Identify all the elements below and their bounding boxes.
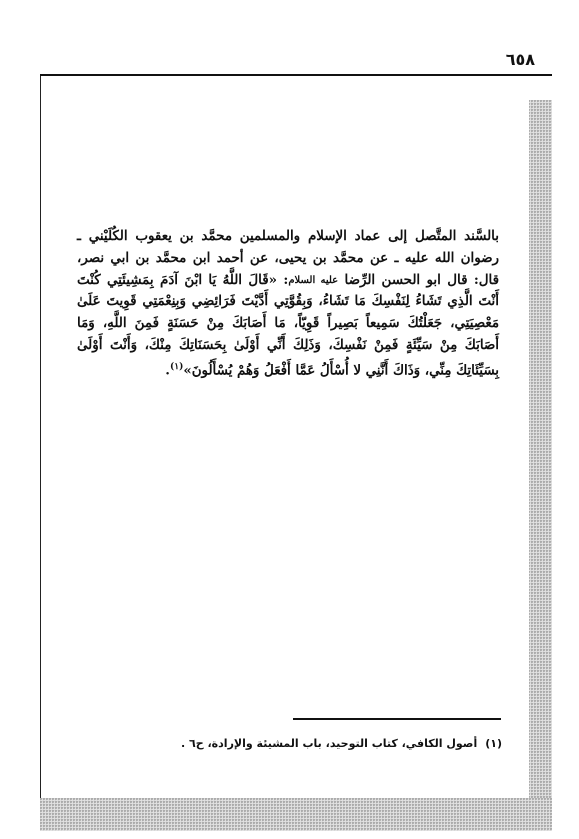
page-frame [40, 76, 529, 798]
page-shadow-bottom [40, 798, 552, 831]
isnad-text: بالسَّند المتَّصل إلى عماد الإسلام والمسلمين محمَّد بن يعقوب الكُلَيْني ـ رضوان الله عليه ـ عن محمَّد بن يحيى، عن أحمد ابن محمَّد بن ابي نصر، قال: قال ابو الحسن الرِّضا [77, 228, 500, 288]
footnote-rule [293, 718, 501, 720]
footnote-number: (١) [485, 737, 502, 750]
page-number: ٦٥٨ [505, 50, 535, 69]
page-shadow-right [528, 100, 552, 831]
colon: : [277, 271, 289, 288]
honorific-glyph: عليه السلام [288, 274, 339, 286]
footnote-marker: (١) [169, 361, 184, 372]
hadith-quote: «قَالَ اللَّهُ يَا ابْنَ آدَمَ بِمَشِيئَتِي كُنْتَ أَنْتَ الَّذِي تَشَاءُ لِنَفْسِكَ مَا تَشَاءُ، وَبِقُوَّتِي أَدَّيْتَ فَرَائِضِي وَبِنِعْمَتِي قَوِيتَ عَلَىٰ مَعْصِيَتِي، جَعَلْتُكَ سَمِيعاً بَصِيراً قَوِيّاً، مَا أَصَابَكَ مِنْ حَسَنَةٍ فَمِنَ اللَّهِ، وَمَا أَصَابَكَ مِنْ سَيِّئَةٍ فَمِنْ نَفْسِكَ، وَذَلِكَ أَنِّي أَوْلَىٰ بِحَسَنَاتِكَ مِنْكَ، وَأَنْتَ أَوْلَىٰ بِسَيِّئَاتِكَ مِنِّي، وَذَاكَ أَنَّنِي لا أُسْأَلُ عَمَّا أَفْعَلُ وَهُمْ يُسْأَلُونَ» [77, 271, 499, 379]
footnote-text: أصول الكافي، كتاب التوحيد، باب المشيئة والإرادة، ح٦ . [181, 737, 478, 750]
footnote [82, 737, 502, 750]
main-paragraph [77, 226, 499, 382]
sentence-end: . [165, 362, 170, 379]
hadith-paragraph [77, 226, 499, 382]
